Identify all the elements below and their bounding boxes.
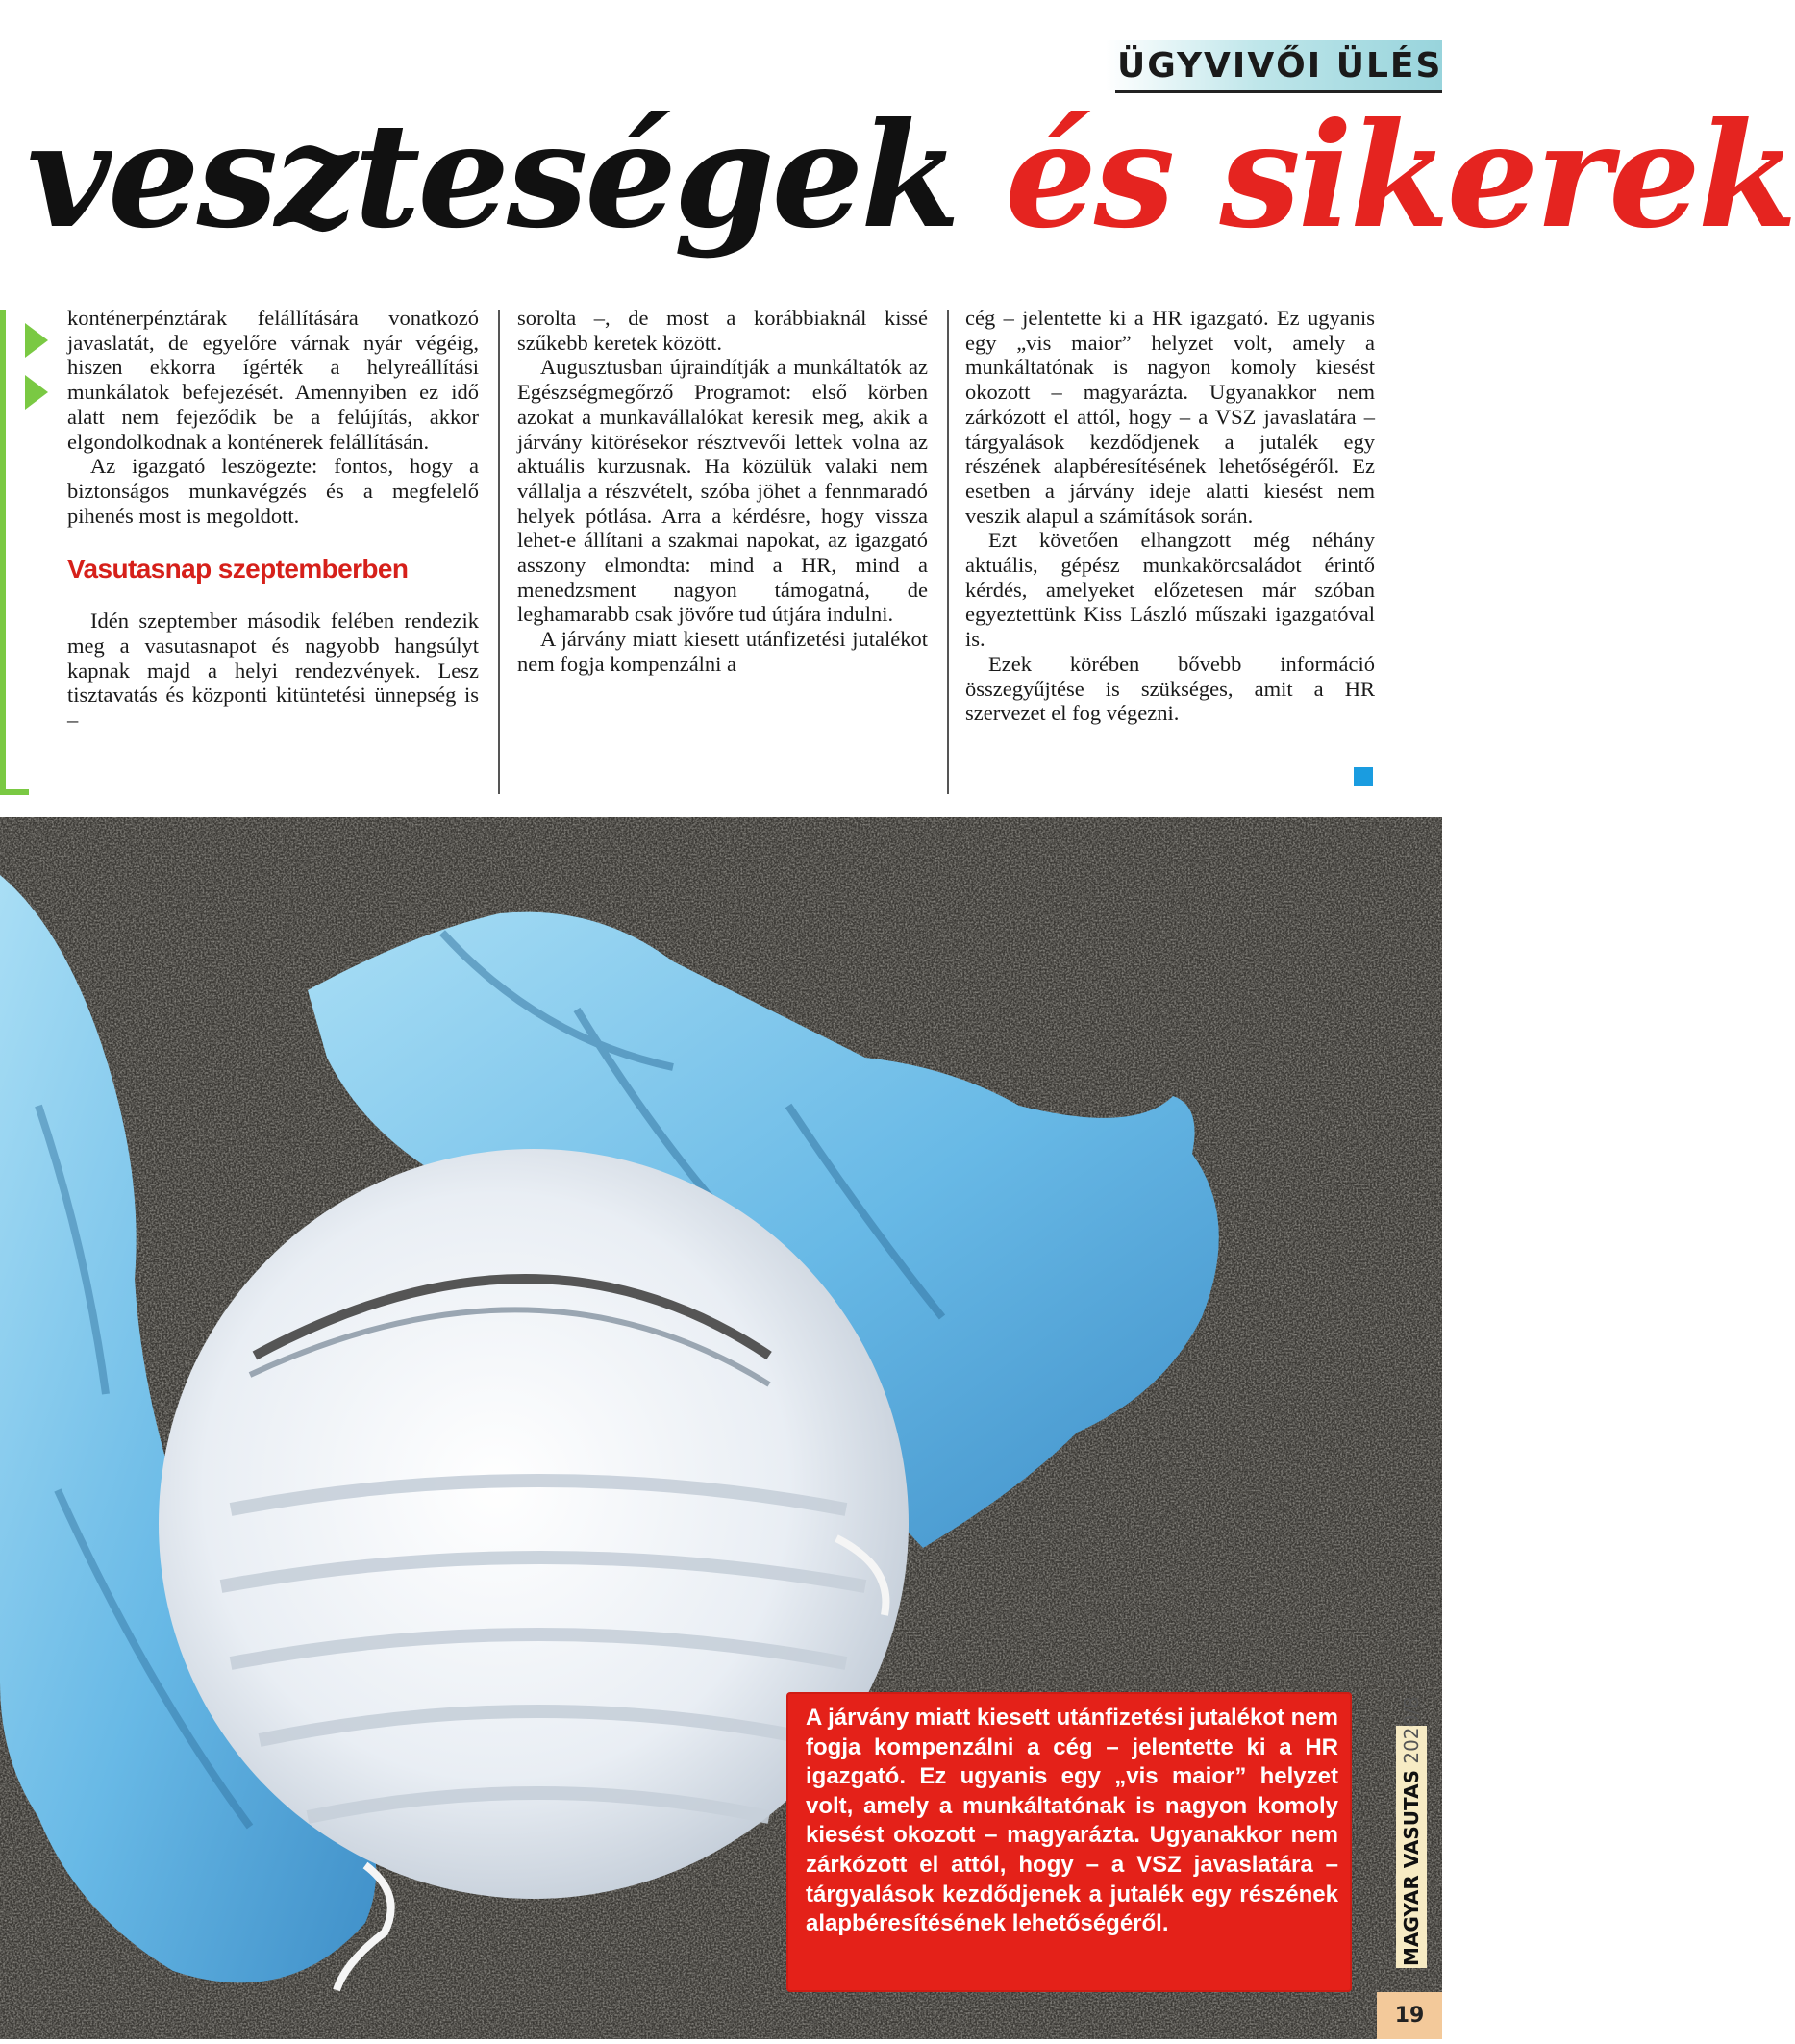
- issue-number: 2020/8: [1400, 1696, 1423, 1764]
- paragraph: Augusztusban újraindítják a munkáltatók az Egészségmegőrző Programot: első körben azokat a munkavállalókat keresik meg, akik a járvány kitörésekor résztvevői lettek volna az aktuális kurzusnak. Ha közülük valaki nem vállalja a részvételt, szóba jöhet a fennmaradó helyek pótlása. Arra a kérdésre, hogy vissza lehet-e állítani a szakmai napokat, az igazgató asszony elmondta: mind a HR, mind a menedzsment nagyon támogatná, de leghamarabb csak jövőre tud útjára indulni.: [517, 355, 928, 627]
- headline-part-red: és sikerek: [1005, 91, 1795, 261]
- subheading: Vasutasnap szeptemberben: [67, 554, 409, 585]
- paragraph: Ezek körében bővebb információ összegyűjtése is szükséges, amit a HR szervezet el fog végezni.: [965, 651, 1375, 726]
- article-column-2: [517, 306, 928, 677]
- green-accent-bar: [0, 310, 6, 795]
- paragraph: konténerpénztárak felállítására vonatkozó javaslatát, de egyelőre várnak nyár végéig, hiszen ekkorra ígérték a helyreállítási munkálatok befejezését. Amennyiben ez idő alatt nem fejeződik be a felújítás, akkor elgondolkodnak a konténerek felállításán.: [67, 306, 479, 454]
- headline: [27, 85, 1795, 287]
- green-arrow-icon: [25, 375, 48, 410]
- article-end-mark-icon: [1354, 767, 1373, 786]
- paragraph: cég – jelentette ki a HR igazgató. Ez ugyanis egy „vis maior” helyzet volt, amely a munkáltatónak is nagyon komoly kiesést okozott – magyarázta. Ugyanakkor nem zárkózott el attól, hogy – a VSZ javaslatára – tárgyalások kezdődjenek a jutalék egy részének alapbéresítésének lehetőségéről. Ez esetben a járvány ideje alatti kiesést nem veszik alapul a számítások során.: [965, 306, 1375, 528]
- green-arrow-icon: [25, 323, 48, 358]
- paragraph: Ezt követően elhangzott még néhány aktuális, gépész munkakörcsaládot érintő kérdés, amelyeket előzetesen már szóban egyeztettünk Kiss László műszaki igazgatóval is.: [965, 528, 1375, 652]
- page-number: 19: [1377, 1992, 1442, 2039]
- column-divider: [947, 310, 949, 794]
- magazine-side-brand: [1396, 1696, 1427, 1968]
- magazine-title: MAGYAR VASUTAS: [1400, 1770, 1423, 1966]
- article-column-1: [67, 306, 479, 733]
- green-accent-foot: [0, 789, 29, 795]
- paragraph: Idén szeptember második felében rendezik meg a vasutasnapot és nagyobb hangsúlyt kapnak majd a helyi rendezvények. Lesz tisztavatás és központi kitüntetési ünnepség is –: [67, 609, 479, 733]
- paragraph: sorolta –, de most a korábbiaknál kissé szűkebb keretek között.: [517, 306, 928, 355]
- pull-quote: A járvány miatt kiesett utánfizetési jutalékot nem fogja kompenzálni a cég – jelentette ki a HR igazgató. Ez ugyanis egy „vis maior” helyzet volt, amely a munkáltatónak is nagyon komoly kiesést okozott – magyarázta. Ugyanakkor nem zárkózott el attól, hogy – a VSZ javaslatára – tárgyalások kezdődjenek a jutalék egy részének alapbéresítésének lehetőségéről.: [788, 1694, 1350, 1990]
- column-divider: [498, 310, 500, 794]
- article-column-3: [965, 306, 1375, 726]
- headline-part-black: veszteségek: [27, 91, 959, 261]
- section-tag: [1106, 40, 1442, 90]
- section-tag-label: ÜGYVIVŐI ÜLÉS: [1117, 46, 1443, 86]
- paragraph: Az igazgató leszögezte: fontos, hogy a biztonságos munkavégzés és a megfelelő pihenés most is megoldott.: [67, 454, 479, 528]
- paragraph: A járvány miatt kiesett utánfizetési jutalékot nem fogja kompenzálni a: [517, 627, 928, 676]
